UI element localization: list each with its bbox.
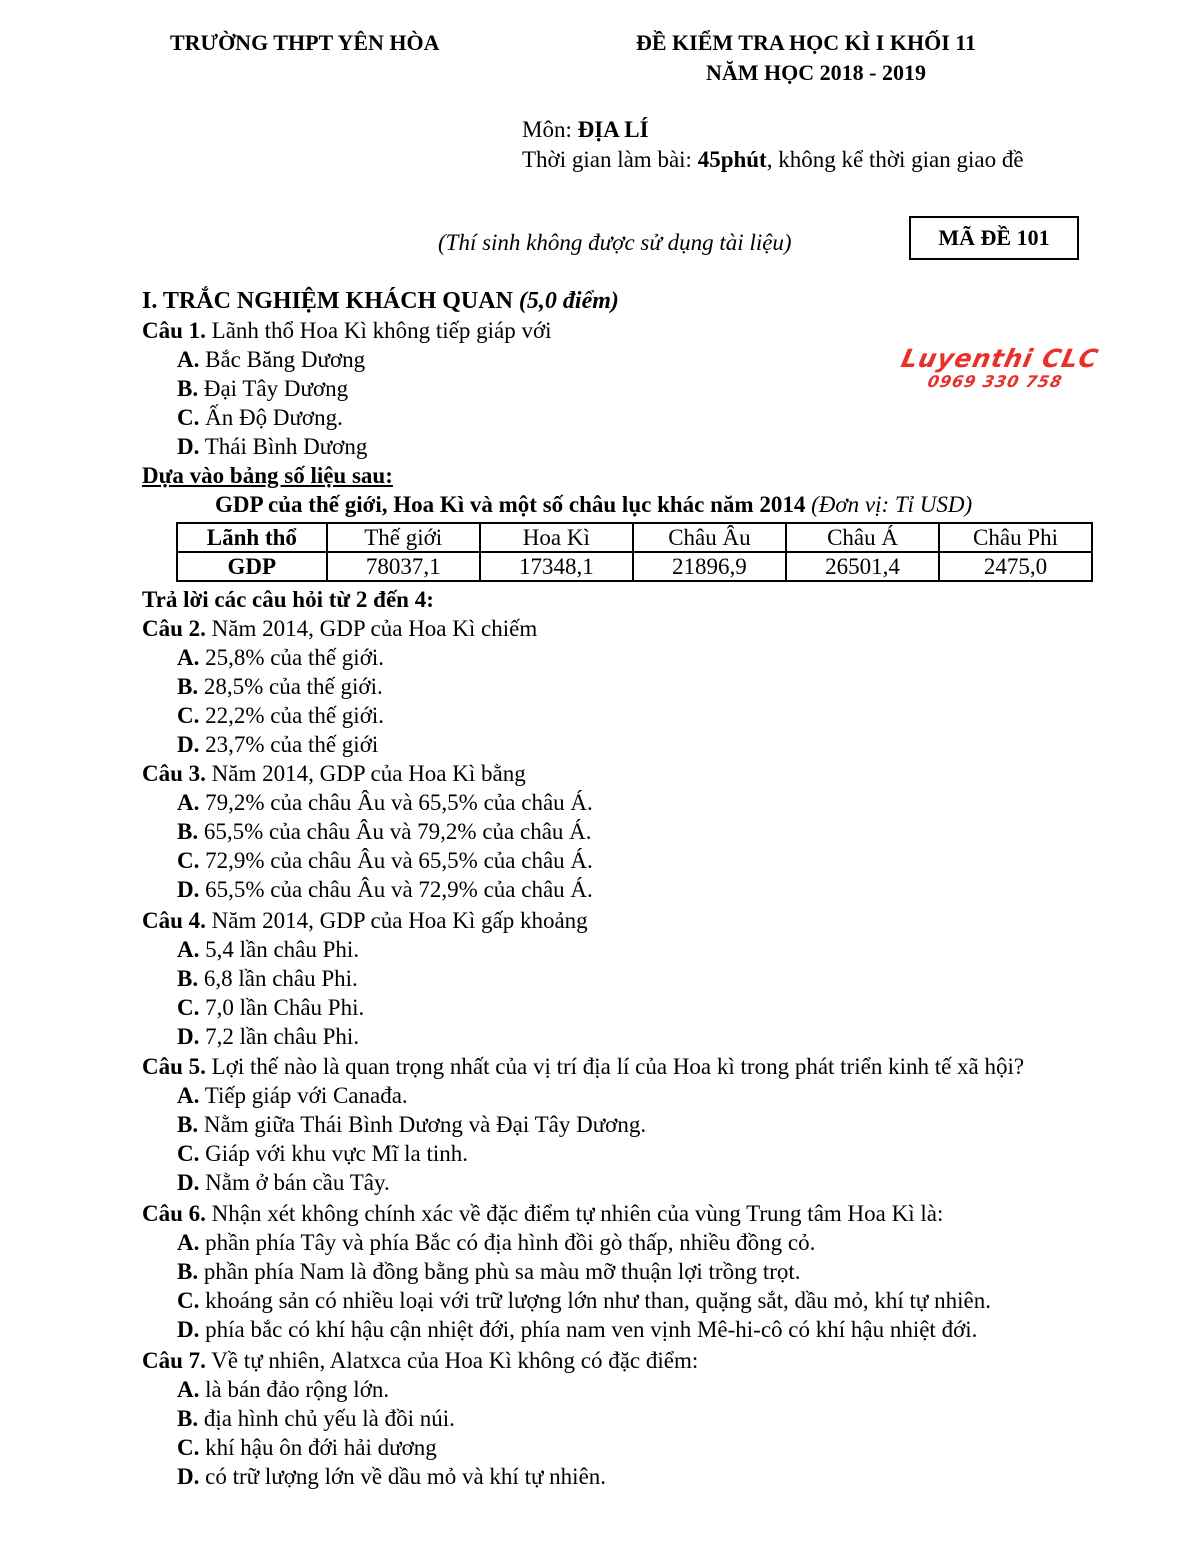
option-letter: B.: [177, 1112, 199, 1137]
q7-option-b: [177, 1404, 455, 1433]
option-letter: B.: [177, 1406, 199, 1431]
q2-option-a: [177, 643, 384, 672]
q6-option-b: [177, 1257, 801, 1286]
question-7: [142, 1346, 698, 1375]
question-4: [142, 906, 588, 935]
question-label: Câu 5.: [142, 1054, 206, 1079]
table-caption: [215, 490, 972, 519]
table-cell: 78037,1: [327, 552, 480, 581]
table-caption-text: GDP của thế giới, Hoa Kì và một số châu lục khác năm 2014: [215, 492, 812, 517]
q3-option-b: [177, 817, 592, 846]
question-text: Năm 2014, GDP của Hoa Kì bằng: [205, 761, 526, 786]
question-label: Câu 2.: [142, 616, 206, 641]
table-header-cell: Thế giới: [327, 523, 480, 552]
q5-option-b: [177, 1110, 646, 1139]
watermark-logo: [883, 345, 1113, 391]
option-letter: B.: [177, 674, 199, 699]
option-letter: C.: [177, 995, 200, 1020]
option-text: phía bắc có khí hậu cận nhiệt đới, phía nam ven vịnh Mê-hi-cô có khí hậu nhiệt đới.: [205, 1317, 978, 1342]
option-text: 79,2% của châu Âu và 65,5% của châu Á.: [205, 790, 593, 815]
q7-option-d: [177, 1462, 606, 1491]
table-cell: 2475,0: [939, 552, 1092, 581]
q1-option-a: [177, 345, 365, 374]
question-2: [142, 614, 537, 643]
option-letter: D.: [177, 1170, 200, 1195]
subject-line: [522, 115, 649, 144]
section-title: [142, 287, 619, 316]
q1-option-c: [177, 403, 343, 432]
option-letter: A.: [177, 347, 200, 372]
answer-intro: Trả lời các câu hỏi từ 2 đến 4:: [142, 587, 434, 612]
option-letter: B.: [177, 376, 199, 401]
time-value: 45phút: [697, 147, 767, 172]
question-text: Lãnh thổ Hoa Kì không tiếp giáp với: [205, 318, 552, 343]
option-text: 22,2% của thế giới.: [205, 703, 384, 728]
gdp-table: [176, 522, 1093, 582]
table-header-cell: Lãnh thổ: [177, 523, 327, 552]
q2-option-b: [177, 672, 383, 701]
option-text: khí hậu ôn đới hải dương: [205, 1435, 437, 1460]
option-text: 23,7% của thế giới: [205, 732, 379, 757]
option-text: phần phía Tây và phía Bắc có địa hình đồi gò thấp, nhiều đồng cỏ.: [205, 1230, 816, 1255]
question-label: Câu 7.: [142, 1348, 206, 1373]
section-points: (5,0 điểm): [518, 288, 619, 314]
table-cell: 26501,4: [786, 552, 939, 581]
question-label: Câu 3.: [142, 761, 206, 786]
q4-option-b: [177, 964, 358, 993]
table-row-label: GDP: [177, 552, 327, 581]
q7-option-c: [177, 1433, 437, 1462]
table-header-cell: Châu Á: [786, 523, 939, 552]
table-row: [177, 552, 1092, 581]
q4-option-c: [177, 993, 364, 1022]
option-letter: C.: [177, 1288, 200, 1313]
watermark-phone: 0969 330 758: [925, 372, 1065, 391]
option-text: là bán đảo rộng lớn.: [205, 1377, 390, 1402]
question-text: Năm 2014, GDP của Hoa Kì chiếm: [205, 616, 538, 641]
q5-option-d: [177, 1168, 390, 1197]
table-unit: (Đơn vị: Tỉ USD): [811, 492, 973, 517]
q1-option-b: [177, 374, 348, 403]
option-letter: A.: [177, 1083, 200, 1108]
option-letter: A.: [177, 937, 200, 962]
option-text: Nằm giữa Thái Bình Dương và Đại Tây Dương.: [203, 1112, 647, 1137]
option-letter: C.: [177, 1141, 200, 1166]
subject-label: Môn:: [522, 117, 578, 142]
option-text: 7,2 lần châu Phi.: [205, 1024, 360, 1049]
option-text: có trữ lượng lớn về dầu mỏ và khí tự nhiên.: [205, 1464, 607, 1489]
option-letter: C.: [177, 703, 200, 728]
option-text: Nằm ở bán cầu Tây.: [205, 1170, 390, 1195]
option-letter: D.: [177, 877, 200, 902]
question-label: Câu 4.: [142, 908, 206, 933]
school-year: NĂM HỌC 2018 - 2019: [706, 60, 926, 85]
q7-option-a: [177, 1375, 389, 1404]
q2-option-c: [177, 701, 384, 730]
question-label: Câu 1.: [142, 318, 206, 343]
q6-option-a: [177, 1228, 815, 1257]
option-letter: C.: [177, 1435, 200, 1460]
option-text: khoáng sản có nhiều loại với trữ lượng lớn như than, quặng sắt, dầu mỏ, khí tự nhiên.: [205, 1288, 991, 1313]
option-text: Thái Bình Dương: [204, 434, 368, 459]
exam-code-box: [909, 216, 1079, 260]
option-letter: C.: [177, 848, 200, 873]
table-cell: 17348,1: [480, 552, 633, 581]
option-text: Đại Tây Dương: [203, 376, 349, 401]
option-text: Ấn Độ Dương.: [205, 405, 343, 430]
exam-title: ĐỀ KIỂM TRA HỌC KÌ I KHỐI 11: [636, 30, 977, 55]
exam-note: (Thí sinh không được sử dụng tài liệu): [438, 230, 792, 255]
option-letter: B.: [177, 1259, 199, 1284]
option-text: địa hình chủ yếu là đồi núi.: [203, 1406, 455, 1431]
table-header-row: [177, 523, 1092, 552]
option-letter: A.: [177, 790, 200, 815]
option-text: 6,8 lần châu Phi.: [203, 966, 358, 991]
table-header-cell: Hoa Kì: [480, 523, 633, 552]
question-1: [142, 316, 552, 345]
q1-option-d: [177, 432, 367, 461]
question-text: Nhận xét không chính xác về đặc điểm tự nhiên của vùng Trung tâm Hoa Kì là:: [205, 1201, 944, 1226]
q3-option-d: [177, 875, 593, 904]
q3-option-c: [177, 846, 593, 875]
question-5: [142, 1052, 1024, 1081]
section-title-text: I. TRẮC NGHIỆM KHÁCH QUAN: [142, 288, 519, 314]
option-letter: A.: [177, 645, 200, 670]
table-cell: 21896,9: [633, 552, 786, 581]
q2-option-d: [177, 730, 378, 759]
q5-option-c: [177, 1139, 468, 1168]
option-letter: A.: [177, 1377, 200, 1402]
option-letter: B.: [177, 819, 199, 844]
table-header-cell: Châu Phi: [939, 523, 1092, 552]
q3-option-a: [177, 788, 593, 817]
question-6: [142, 1199, 943, 1228]
exam-code: MÃ ĐỀ 101: [938, 225, 1050, 250]
question-text: Năm 2014, GDP của Hoa Kì gấp khoảng: [205, 908, 588, 933]
option-text: 25,8% của thế giới.: [205, 645, 384, 670]
question-text: Về tự nhiên, Alatxca của Hoa Kì không có đặc điểm:: [205, 1348, 699, 1373]
q6-option-c: [177, 1286, 991, 1315]
option-letter: D.: [177, 434, 200, 459]
table-header-cell: Châu Âu: [633, 523, 786, 552]
option-letter: A.: [177, 1230, 200, 1255]
option-text: 72,9% của châu Âu và 65,5% của châu Á.: [205, 848, 593, 873]
q4-option-d: [177, 1022, 359, 1051]
option-letter: D.: [177, 1464, 200, 1489]
option-letter: D.: [177, 1024, 200, 1049]
option-letter: C.: [177, 405, 200, 430]
option-text: Giáp với khu vực Mĩ la tinh.: [205, 1141, 469, 1166]
option-text: 65,5% của châu Âu và 79,2% của châu Á.: [203, 819, 592, 844]
time-label: Thời gian làm bài:: [522, 147, 698, 172]
option-text: 5,4 lần châu Phi.: [205, 937, 360, 962]
option-text: Tiếp giáp với Canađa.: [204, 1083, 408, 1108]
q5-option-a: [177, 1081, 408, 1110]
question-3: [142, 759, 526, 788]
option-text: 28,5% của thế giới.: [203, 674, 383, 699]
table-intro: Dựa vào bảng số liệu sau:: [142, 463, 393, 488]
subject-value: ĐỊA LÍ: [577, 117, 649, 142]
q6-option-d: [177, 1315, 977, 1344]
question-text: Lợi thế nào là quan trọng nhất của vị trí địa lí của Hoa kì trong phát triển kinh tế xã hội?: [205, 1054, 1025, 1079]
option-letter: D.: [177, 732, 200, 757]
option-text: 7,0 lần Châu Phi.: [205, 995, 365, 1020]
option-text: phần phía Nam là đồng bằng phù sa màu mỡ thuận lợi trồng trọt.: [203, 1259, 801, 1284]
q4-option-a: [177, 935, 359, 964]
watermark-name: Luyenthi CLC: [898, 344, 1102, 373]
time-suffix: , không kể thời gian giao đề: [766, 147, 1024, 172]
option-text: 65,5% của châu Âu và 72,9% của châu Á.: [205, 877, 593, 902]
option-letter: D.: [177, 1317, 200, 1342]
option-text: Bắc Băng Dương: [205, 347, 366, 372]
time-line: [522, 145, 1024, 174]
option-letter: B.: [177, 966, 199, 991]
question-label: Câu 6.: [142, 1201, 206, 1226]
school-name: TRƯỜNG THPT YÊN HÒA: [170, 30, 440, 55]
